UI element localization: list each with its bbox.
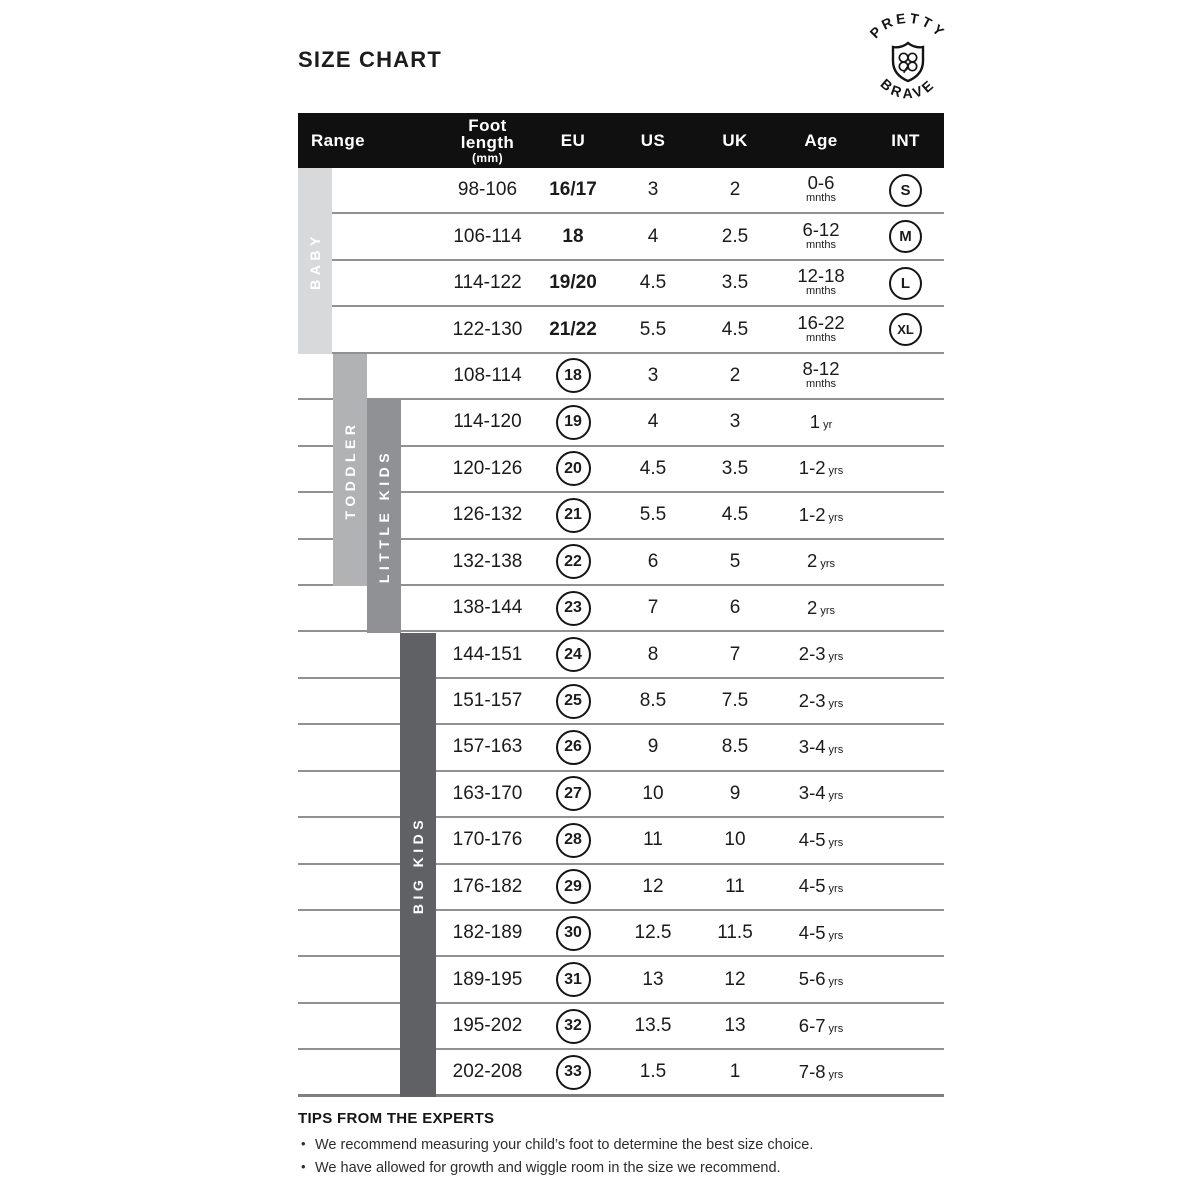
table-row <box>298 354 944 400</box>
age-value-stacked: 8-12 mnths <box>802 357 840 390</box>
eu-size-circled: 20 <box>556 451 591 486</box>
cell-us: 1.5 <box>639 1061 667 1083</box>
range-bar-big-kids <box>400 633 436 1098</box>
cell-us: 4 <box>647 225 659 247</box>
cell-foot-length: 195-202 <box>452 1015 523 1037</box>
cell-eu <box>535 776 611 811</box>
eu-size-circled: 30 <box>556 916 591 951</box>
eu-size-circled: 23 <box>556 591 591 626</box>
cell-age: 1-2 yrs <box>798 457 844 479</box>
cell-foot-length: 114-120 <box>453 411 522 433</box>
cell-eu <box>535 358 611 393</box>
page-title: SIZE CHART <box>298 47 442 72</box>
cell-eu <box>535 1055 611 1090</box>
cell-age <box>775 173 867 207</box>
cell-us: 4.5 <box>639 272 667 294</box>
age-value-stacked: 0-6 mnths <box>806 172 836 205</box>
logo-text-top: PRETTY <box>866 12 950 42</box>
cell-us: 5.5 <box>639 318 667 340</box>
cell-foot-length: 163-170 <box>452 782 523 804</box>
eu-size-circled: 21 <box>556 498 591 533</box>
cell-foot-length: 182-189 <box>452 922 523 944</box>
cell-foot-length: 132-138 <box>452 550 523 572</box>
header-foot-length-label: Foot length <box>460 116 515 152</box>
cell-eu <box>535 962 611 997</box>
cell-uk: 13 <box>724 1015 746 1037</box>
tip-item: • We have allowed for growth and wiggle room in the size we recommend. <box>298 1157 898 1180</box>
cell-uk: 3.5 <box>721 272 749 294</box>
cell-age: 1-2 yrs <box>798 503 844 525</box>
cell-us: 12 <box>642 875 664 897</box>
cell-uk: 8.5 <box>721 736 749 758</box>
cell-eu <box>535 405 611 440</box>
cell-foot-length: 122-130 <box>452 318 523 340</box>
header-int: INT <box>891 130 920 150</box>
table-row <box>298 1004 944 1050</box>
cell-uk: 11 <box>725 875 745 897</box>
cell-us: 6 <box>647 550 659 572</box>
cell-us: 4.5 <box>639 457 667 479</box>
eu-size-circled: 31 <box>556 962 591 997</box>
cell-us: 10 <box>642 782 664 804</box>
cell-us: 7 <box>647 597 659 619</box>
cell-age: 4-5 yrs <box>798 875 844 897</box>
header-range: Range <box>311 130 365 150</box>
cell-foot-length: 170-176 <box>452 829 523 851</box>
size-table <box>298 113 944 1097</box>
cell-us: 8 <box>647 643 659 665</box>
cell-uk: 7.5 <box>721 690 749 712</box>
cell-uk: 9 <box>729 782 741 804</box>
header-us: US <box>640 130 666 150</box>
age-value-stacked: 6-12 mnths <box>802 218 840 251</box>
cell-uk: 6 <box>729 597 741 619</box>
eu-size-circled: 24 <box>556 637 591 672</box>
cell-age: 3-4 yrs <box>798 782 844 804</box>
cell-age: 2 yrs <box>807 596 835 618</box>
cell-foot-length: 106-114 <box>453 225 522 247</box>
header-age: Age <box>804 130 838 150</box>
eu-size-circled: 33 <box>556 1055 591 1090</box>
table-row <box>298 772 944 818</box>
cell-age: 4-5 yrs <box>798 828 844 850</box>
cell-eu <box>535 179 611 201</box>
cell-int <box>867 174 944 207</box>
table-row <box>298 307 944 353</box>
cell-int <box>867 267 944 300</box>
cell-eu <box>535 869 611 904</box>
cell-int <box>867 313 944 346</box>
eu-size-bold: 18 <box>562 225 584 247</box>
table-row <box>298 725 944 771</box>
int-size-badge: S <box>889 174 922 207</box>
tips-list <box>298 1134 898 1180</box>
cell-eu <box>535 1009 611 1044</box>
age-value-stacked: 12-18 mnths <box>797 265 845 298</box>
tip-item: • We recommend measuring your child’s foot to determine the best size choice. <box>298 1134 898 1157</box>
header-foot-length-unit: (mm) <box>472 151 503 165</box>
cell-age: 2-3 yrs <box>798 643 844 665</box>
cell-foot-length: 126-132 <box>452 504 523 526</box>
table-row <box>298 168 944 214</box>
cell-foot-length: 189-195 <box>452 968 523 990</box>
header-foot-length <box>440 117 535 164</box>
cell-uk: 5 <box>729 550 741 572</box>
cell-int <box>867 220 944 253</box>
cell-age: 2-3 yrs <box>798 689 844 711</box>
eu-size-circled: 28 <box>556 823 591 858</box>
range-bar-baby <box>298 168 332 354</box>
range-bar-label: LITTLE KIDS <box>376 449 392 584</box>
header-eu: EU <box>560 130 586 150</box>
cell-eu <box>535 451 611 486</box>
cell-age: 2 yrs <box>807 550 835 572</box>
logo-text-bottom: BRAVE <box>877 75 939 102</box>
cell-uk: 3.5 <box>721 457 749 479</box>
cell-eu <box>535 591 611 626</box>
eu-size-circled: 18 <box>556 358 591 393</box>
cell-eu <box>535 226 611 248</box>
cell-eu <box>535 730 611 765</box>
int-size-badge: M <box>889 220 922 253</box>
table-row <box>298 261 944 307</box>
cell-us: 3 <box>647 364 659 386</box>
table-row <box>298 679 944 725</box>
cell-age <box>775 266 867 300</box>
cell-foot-length: 98-106 <box>457 179 518 201</box>
table-row <box>298 911 944 957</box>
cell-eu <box>535 637 611 672</box>
cell-us: 3 <box>647 179 659 201</box>
cell-foot-length: 176-182 <box>452 875 523 897</box>
cell-foot-length: 108-114 <box>453 364 522 386</box>
eu-size-bold: 19/20 <box>549 272 597 294</box>
int-size-badge: XL <box>889 313 922 346</box>
cell-eu <box>535 498 611 533</box>
tips-section <box>298 1110 898 1180</box>
cell-foot-length: 120-126 <box>452 457 523 479</box>
table-row <box>298 632 944 678</box>
cell-uk: 1 <box>729 1061 741 1083</box>
tips-heading: TIPS FROM THE EXPERTS <box>298 1110 495 1127</box>
cell-us: 4 <box>647 411 659 433</box>
cell-uk: 11.5 <box>717 922 753 944</box>
table-row <box>298 957 944 1003</box>
cell-uk: 10 <box>724 829 746 851</box>
cell-foot-length: 202-208 <box>452 1061 523 1083</box>
cell-us: 5.5 <box>639 504 667 526</box>
eu-size-circled: 22 <box>556 544 591 579</box>
cell-eu <box>535 684 611 719</box>
cell-us: 11 <box>643 829 663 851</box>
cell-age: 7-8 yrs <box>798 1060 844 1082</box>
eu-size-circled: 32 <box>556 1009 591 1044</box>
cell-age <box>775 313 867 347</box>
eu-size-circled: 29 <box>556 869 591 904</box>
table-row <box>298 865 944 911</box>
cell-us: 13 <box>642 968 664 990</box>
cell-age: 1 yr <box>809 410 833 432</box>
cell-eu <box>535 319 611 341</box>
shield-clover-icon <box>893 43 923 81</box>
cell-age: 3-4 yrs <box>798 735 844 757</box>
cell-us: 8.5 <box>639 690 667 712</box>
brand-logo-svg <box>858 12 958 112</box>
cell-eu <box>535 823 611 858</box>
eu-size-circled: 27 <box>556 776 591 811</box>
cell-uk: 4.5 <box>721 504 749 526</box>
range-bar-little-kids <box>367 400 401 632</box>
cell-age <box>775 220 867 254</box>
cell-eu <box>535 272 611 294</box>
cell-age: 4-5 yrs <box>798 921 844 943</box>
eu-size-bold: 21/22 <box>549 318 597 340</box>
table-row <box>298 214 944 260</box>
cell-age <box>775 359 867 393</box>
cell-uk: 12 <box>724 968 746 990</box>
cell-eu <box>535 916 611 951</box>
cell-uk: 2 <box>729 364 741 386</box>
cell-foot-length: 144-151 <box>452 643 523 665</box>
cell-foot-length: 114-122 <box>453 272 522 294</box>
range-bar-label: BABY <box>307 232 323 290</box>
header-uk: UK <box>722 130 748 150</box>
eu-size-circled: 25 <box>556 684 591 719</box>
cell-foot-length: 157-163 <box>452 736 523 758</box>
cell-us: 12.5 <box>634 922 672 944</box>
cell-us: 9 <box>647 736 659 758</box>
cell-uk: 2 <box>729 179 741 201</box>
eu-size-bold: 16/17 <box>549 179 597 201</box>
int-size-badge: L <box>889 267 922 300</box>
cell-foot-length: 151-157 <box>452 690 523 712</box>
cell-uk: 3 <box>729 411 741 433</box>
eu-size-circled: 26 <box>556 730 591 765</box>
range-bar-label: TODDLER <box>342 420 358 520</box>
cell-age: 5-6 yrs <box>798 968 844 990</box>
cell-uk: 4.5 <box>721 318 749 340</box>
eu-size-circled: 19 <box>556 405 591 440</box>
range-bar-toddler <box>333 354 367 586</box>
cell-uk: 7 <box>729 643 741 665</box>
table-row <box>298 818 944 864</box>
cell-uk: 2.5 <box>721 225 749 247</box>
cell-eu <box>535 544 611 579</box>
table-header-row <box>298 113 944 168</box>
cell-foot-length: 138-144 <box>452 597 523 619</box>
age-value-stacked: 16-22 mnths <box>797 311 845 344</box>
cell-us: 13.5 <box>634 1015 672 1037</box>
brand-logo <box>858 12 958 112</box>
range-bar-label: BIG KIDS <box>410 815 426 914</box>
cell-age: 6-7 yrs <box>798 1014 844 1036</box>
table-row <box>298 1050 944 1096</box>
